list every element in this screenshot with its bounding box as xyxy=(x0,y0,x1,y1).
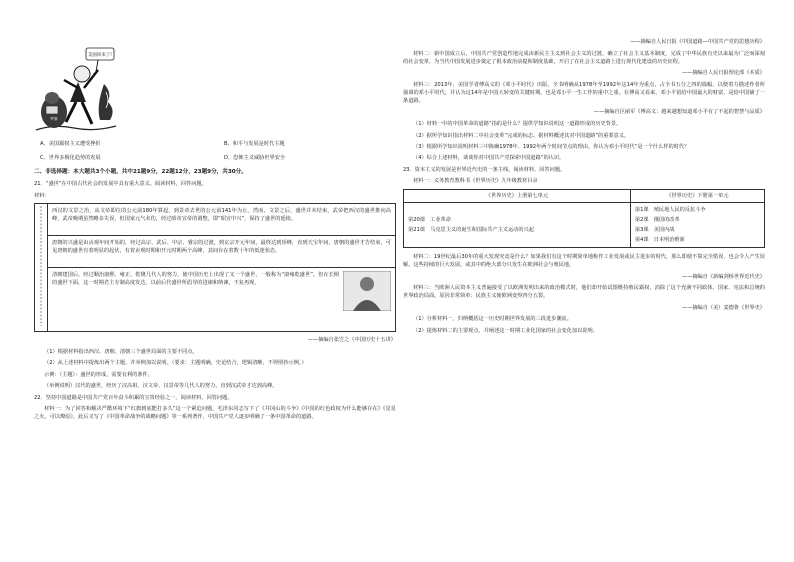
political-cartoon-image xyxy=(34,40,118,136)
cartoon-sign-text: 美国回来了! xyxy=(88,53,112,58)
q22-sub4: （4）综合上述材料，谈谈你对中国共产党探索中国道路“的认识。 xyxy=(413,155,565,162)
q21-material-label: 材料： xyxy=(34,192,50,199)
cartoon-drawing xyxy=(34,40,118,136)
table-header-right: 《世界历史》下册第一单元 xyxy=(630,189,764,202)
q22-material3: 材料三：2013年，美国学者傅高义的《邓小平时代》出版，全书明确从1978年至1992年这14年为重点，占全书五分之四的篇幅，以便着力描述作者所强调的邓小平时代，并认为这14年是中国大转变的关键时期，也是邓小平一生工作的重中之重。在傅高义看来，邓小平留给中国最大的财富，是给中国铺了一条道路。 xyxy=(403,81,765,104)
left-column xyxy=(34,40,396,425)
table-row xyxy=(35,204,396,236)
q21-row-tang: 唐朝的兴盛是由贞观年间开始的，经过高宗、武后、中宗、睿宗的过渡，到玄宗开元年间，最终达到顶峰，直到天宝年间，唐朝的盛世才告结束，可见唐朝的盛世有着明显的起伏，有着贞观时期和开元时期两个高峰，其间存在着数十年的低迷状态。 xyxy=(48,235,396,267)
right-column xyxy=(403,38,765,338)
option-b[interactable]: B、和平与发展是时代主题 xyxy=(224,141,285,147)
q21-stem: 21．“盛世”在中国古代社会的发展中具有重大意义。阅读材料，回答问题。 xyxy=(34,181,207,188)
cartoon-figure-label: 罗斯 xyxy=(50,117,58,121)
list-item: 第3课 美国内战 xyxy=(634,226,675,233)
table-row xyxy=(404,202,765,247)
table-side-pattern xyxy=(35,204,48,332)
q21-row-qing: 清朝建国后，经过顺治康熙、雍正、乾隆几代人的努力，使中国历史上出现了又一个盛世，一般称为“康雍乾盛世”。但在长期的盛世下面，这一时期君主专制高度发达，以前后代盛世所倡导的进谏和纳谏，不复再现。 xyxy=(52,271,339,286)
q23-material1-label: 材料一：义务教育教科书《世界历史》九年级教材目录 xyxy=(413,178,538,185)
q23-source3: ——摘编自（美）麦德鲁《世界史》 xyxy=(681,304,765,311)
option-a[interactable]: A、美国霸权主义遭受挫折 xyxy=(40,141,101,147)
q21-material-table xyxy=(34,203,396,332)
q21-example: 示例：（主题）：盛世的形成，需要有利的条件。 xyxy=(44,371,153,378)
q23-textbook-table xyxy=(403,189,765,248)
table-row xyxy=(35,267,396,332)
q23-source2: ——摘编自《新编剑桥世界近代史》 xyxy=(681,273,765,280)
q22-material2: 材料二：新中国成立后，中国共产党创造性地完成由新民主主义到社会主义的过渡，确立了社会主义基本制度，完成了中华民族有史以来最为广泛而深刻的社会变革，为当代中国发展进步奠定了根本政治前提和制度基础，开启了在社会主义道路上进行现代化建设的历史征程。 xyxy=(403,50,765,65)
list-item: 第4课 日本明治维新 xyxy=(634,237,685,244)
emperor-portrait-image xyxy=(343,271,391,311)
table-row xyxy=(35,235,396,267)
choice-options xyxy=(40,140,396,162)
option-d[interactable]: D、恐怖主义威胁世界安全 xyxy=(224,155,286,162)
q23-material2: 材料二：19世纪最后30年的重大发现究竟是什么？如果我们有这个时期简单地称作工业发展或民主进步的时代，那么即使不算完全错误，也会令人产生误解。这些持续的巨大发展，或其中的绝大部分只发生在欧洲社会与殖民地。 xyxy=(403,254,765,269)
option-c[interactable]: C、世界多极化趋势的发展 xyxy=(40,155,101,162)
q22-stem: 22．坚持中国道路是中国共产党百年奋斗积累的宝贵经验之一。阅读材料，回答问题。 xyxy=(34,394,233,401)
q22-sub3: （3）根据所学知识说明材料三中陈确1978年、1992年两个时间节点的理由。你认为邓小平时代“是一个什么样的时代？ xyxy=(413,143,690,150)
q21-source: ——摘编自张岂之《中国历史十五讲》 xyxy=(307,337,396,344)
q23-sub2: （2）提炼材料二的主要观点，并阐述这一时期工业化国家的社会变化加以说明。 xyxy=(413,327,598,334)
q21-example-detail: （举例说明）汉代的盛世，经历了汉高祖、汉文帝、汉景帝等几代人的努力，直到汉武帝才达到高峰。 xyxy=(44,383,278,390)
q21-sub2: （2）从上述材料中提炼出两个主题，并举例加以说明。（要求：主题明确，史论结合，逻辑清晰，不得照抄示例。） xyxy=(44,360,307,367)
q22-source2: ——摘编自人民日报理论部《本质》 xyxy=(681,70,765,77)
list-item: 第2课 俄国的改革 xyxy=(634,216,680,223)
table-cell-right xyxy=(630,202,764,247)
q22-source1: ——摘编自人民日报《中国道路—中国共产党的思想历程》 xyxy=(630,39,765,45)
q22-source3: ——摘编自区丽军《傅高义：越来越想知道邓小平有了不起的智慧与品质》 xyxy=(593,109,765,116)
q23-material3: 材料三：当欧洲人民资本主义普遍接受了以欧洲发明出来的政治模式时，他们却开始试图维持殖民霸权，消除了这个充满不同政体、国家、宪法和总统的世界政治局面。原因非常简单：民族主义使欧洲变得四分五裂。 xyxy=(403,285,765,300)
section2-header: 二、非选择题：本大题共3个小题，共中21题9分，22题12分，23题9分，共30分。 xyxy=(34,169,247,176)
q21-row-han: 西汉的文景之治，从文帝即位的公元前180年算起，到景帝去世的公元前141年为止。然而，文景之后，盛世并未结束，武帝把西汉的盛世推向高峰，武帝晚期虽然略多失误，但国家元气未伤，经过昭帝宣帝的调整，即“昭宣中兴”，保持了盛世的延续。 xyxy=(48,204,396,236)
table-row xyxy=(404,189,765,202)
list-item: 第21课 马克思主义的诞生和国际共产主义运动的兴起 xyxy=(408,226,534,233)
q22-material1: 材料一：为了回答和解决严酷环境下“红旗到底能打多久”这一个紧迫问题，毛泽东同志写下了《井冈山的斗争》《中国的红色政权为什么能够存在》《星星之火，可以燎原》，此后又写了《中国革命战争的战略问题》等一系列著作，中国共产党人逐步明确了一条中国革命的道路。 xyxy=(34,406,396,421)
q22-sub2: （2）据所学知识指出材料二中社会变革“完成的标志。据材料概述其对中国道路”的重要意义。 xyxy=(413,132,630,139)
list-item: 第1课 殖民地人民的反抗斗争 xyxy=(634,206,706,213)
q23-stem: 23．资本主义的发展是世界近代史的一条主线。阅读材料，回答问题。 xyxy=(403,166,566,173)
list-item: 第20课 工业革命 xyxy=(408,216,451,223)
decorative-border-icon xyxy=(37,206,45,326)
table-header-left: 《世界历史》上册第七单元 xyxy=(404,189,631,202)
q21-row-qing-cell xyxy=(48,267,396,332)
q22-sub1: （1）材料一中的中国革命的道路“指的是什么？提供学知识说明这一道路形成的历史背景。 xyxy=(413,121,622,128)
table-cell-left xyxy=(404,202,631,247)
q21-sub1: （1）根据材料指出西汉、唐朝、清朝三个盛世局面的主要不同点。 xyxy=(44,348,198,355)
q23-sub1: （1）分析材料一，归纳概括这一历史时期世界发展的三段进步潮流。 xyxy=(413,316,572,323)
